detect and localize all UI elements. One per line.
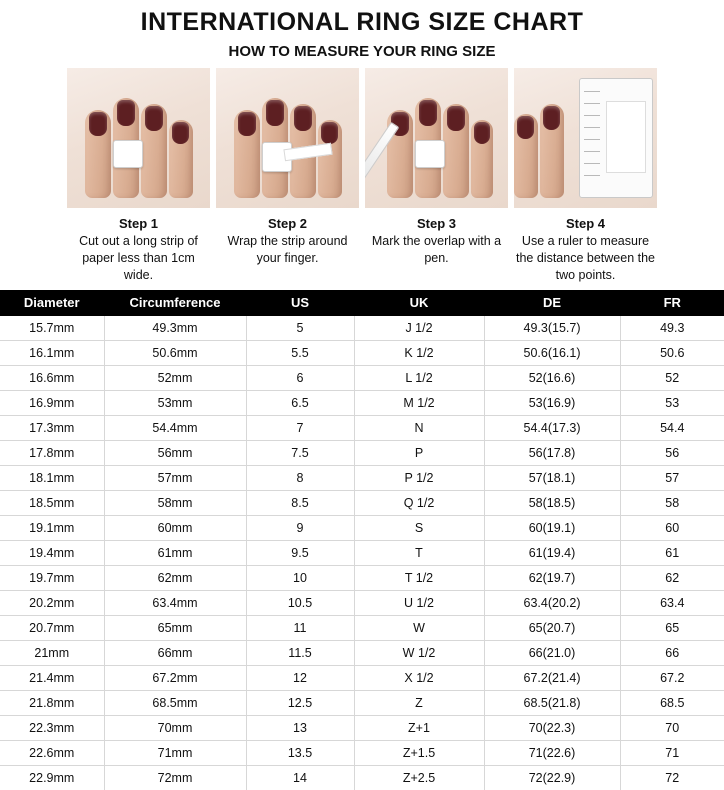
- cell-fr: 57: [620, 465, 724, 490]
- cell-fr: 67.2: [620, 665, 724, 690]
- step-label: Step 3: [416, 216, 456, 231]
- ruler-icon: [579, 78, 653, 198]
- cell-de: 65(20.7): [484, 615, 620, 640]
- cell-us: 9: [246, 515, 354, 540]
- cell-fr: 56: [620, 440, 724, 465]
- cell-circumference: 56mm: [104, 440, 246, 465]
- cell-uk: W: [354, 615, 484, 640]
- table-row: [0, 740, 724, 765]
- cell-us: 10.5: [246, 590, 354, 615]
- cell-circumference: 57mm: [104, 465, 246, 490]
- table-body: [0, 316, 724, 790]
- cell-us: 11.5: [246, 640, 354, 665]
- cell-diameter: 21.4mm: [0, 665, 104, 690]
- table-row: [0, 465, 724, 490]
- cell-de: 58(18.5): [484, 490, 620, 515]
- cell-diameter: 15.7mm: [0, 316, 104, 341]
- cell-circumference: 65mm: [104, 615, 246, 640]
- cell-de: 50.6(16.1): [484, 340, 620, 365]
- cell-uk: W 1/2: [354, 640, 484, 665]
- cell-us: 6: [246, 365, 354, 390]
- cell-diameter: 19.7mm: [0, 565, 104, 590]
- cell-uk: Z: [354, 690, 484, 715]
- step-item: [67, 68, 210, 284]
- cell-fr: 53: [620, 390, 724, 415]
- cell-uk: U 1/2: [354, 590, 484, 615]
- step-4-photo: [514, 68, 657, 208]
- cell-fr: 58: [620, 490, 724, 515]
- hand-illustration-icon: [514, 84, 584, 204]
- hand-illustration-icon: [224, 84, 352, 204]
- cell-diameter: 20.7mm: [0, 615, 104, 640]
- table-row: [0, 515, 724, 540]
- step-item: [514, 68, 657, 284]
- cell-circumference: 52mm: [104, 365, 246, 390]
- cell-fr: 62: [620, 565, 724, 590]
- cell-circumference: 54.4mm: [104, 415, 246, 440]
- column-header-diameter: Diameter: [0, 290, 104, 316]
- step-label: Step 2: [267, 216, 307, 231]
- cell-fr: 52: [620, 365, 724, 390]
- step-label: Step 1: [118, 216, 158, 231]
- cell-us: 6.5: [246, 390, 354, 415]
- cell-circumference: 67.2mm: [104, 665, 246, 690]
- column-header-de: DE: [484, 290, 620, 316]
- step-description: Mark the overlap with a pen.: [371, 234, 502, 265]
- cell-de: 71(22.6): [484, 740, 620, 765]
- cell-diameter: 19.4mm: [0, 540, 104, 565]
- table-row: [0, 316, 724, 341]
- table-row: [0, 665, 724, 690]
- cell-diameter: 16.9mm: [0, 390, 104, 415]
- table-row: [0, 340, 724, 365]
- cell-fr: 68.5: [620, 690, 724, 715]
- cell-us: 8: [246, 465, 354, 490]
- cell-de: 61(19.4): [484, 540, 620, 565]
- cell-fr: 63.4: [620, 590, 724, 615]
- step-description: Wrap the strip around your finger.: [227, 234, 348, 265]
- cell-uk: Z+1: [354, 715, 484, 740]
- step-description: Use a ruler to measure the distance between the two points.: [516, 234, 655, 282]
- cell-uk: X 1/2: [354, 665, 484, 690]
- table-row: [0, 715, 724, 740]
- cell-uk: N: [354, 415, 484, 440]
- steps-section: [0, 68, 724, 284]
- cell-uk: L 1/2: [354, 365, 484, 390]
- cell-uk: Z+2.5: [354, 765, 484, 790]
- cell-fr: 61: [620, 540, 724, 565]
- cell-us: 11: [246, 615, 354, 640]
- hand-illustration-icon: [373, 84, 501, 204]
- cell-fr: 54.4: [620, 415, 724, 440]
- table-row: [0, 640, 724, 665]
- cell-fr: 66: [620, 640, 724, 665]
- cell-circumference: 50.6mm: [104, 340, 246, 365]
- cell-de: 60(19.1): [484, 515, 620, 540]
- table-row: [0, 765, 724, 790]
- cell-de: 72(22.9): [484, 765, 620, 790]
- table-row: [0, 590, 724, 615]
- cell-fr: 72: [665, 770, 680, 785]
- cell-us: 10: [246, 565, 354, 590]
- column-header-us: US: [246, 290, 354, 316]
- cell-fr: 65: [620, 615, 724, 640]
- cell-us: 13.5: [246, 740, 354, 765]
- cell-uk: S: [354, 515, 484, 540]
- cell-uk: K 1/2: [354, 340, 484, 365]
- cell-us: 7.5: [246, 440, 354, 465]
- cell-uk: M 1/2: [354, 390, 484, 415]
- cell-de: 54.4(17.3): [484, 415, 620, 440]
- cell-circumference: 60mm: [104, 515, 246, 540]
- cell-diameter: 21.8mm: [0, 690, 104, 715]
- cell-de: 52(16.6): [484, 365, 620, 390]
- cell-circumference: 61mm: [104, 540, 246, 565]
- cell-circumference: 53mm: [104, 390, 246, 415]
- cell-uk: P 1/2: [354, 465, 484, 490]
- cell-uk: P: [354, 440, 484, 465]
- step-item: [365, 68, 508, 284]
- page-title: INTERNATIONAL RING SIZE CHART: [140, 8, 584, 36]
- paper-strip-icon: [606, 101, 646, 173]
- cell-de: 53(16.9): [484, 390, 620, 415]
- step-item: [216, 68, 359, 284]
- cell-fr: 49.3: [620, 316, 724, 341]
- cell-de: 57(18.1): [484, 465, 620, 490]
- cell-us: 13: [246, 715, 354, 740]
- cell-us: 14: [246, 765, 354, 790]
- page-subtitle: HOW TO MEASURE YOUR RING SIZE: [228, 43, 496, 60]
- cell-fr: 50.6: [620, 340, 724, 365]
- cell-us: 5.5: [246, 340, 354, 365]
- cell-de: 56(17.8): [484, 440, 620, 465]
- column-header-fr: FR: [620, 290, 724, 316]
- table-row: [0, 440, 724, 465]
- cell-diameter: 22.6mm: [0, 740, 104, 765]
- table-row: [0, 365, 724, 390]
- cell-diameter: 22.9mm: [0, 765, 104, 790]
- cell-uk: T 1/2: [354, 565, 484, 590]
- cell-de: 66(21.0): [484, 640, 620, 665]
- cell-diameter: 19.1mm: [0, 515, 104, 540]
- paper-ring-icon: [415, 140, 445, 168]
- table-header-row: [0, 290, 724, 316]
- step-2-photo: [216, 68, 359, 208]
- cell-circumference: 62mm: [104, 565, 246, 590]
- step-1-photo: [67, 68, 210, 208]
- cell-de: 70(22.3): [484, 715, 620, 740]
- table-row: [0, 690, 724, 715]
- cell-us: 5: [246, 316, 354, 341]
- column-header-uk: UK: [354, 290, 484, 316]
- cell-de: 49.3(15.7): [484, 316, 620, 341]
- cell-circumference: 71mm: [104, 740, 246, 765]
- table-row: [0, 490, 724, 515]
- cell-us: 12.5: [246, 690, 354, 715]
- paper-ring-icon: [113, 140, 143, 168]
- cell-circumference: 70mm: [104, 715, 246, 740]
- cell-uk: J 1/2: [354, 316, 484, 341]
- cell-us: 8.5: [246, 490, 354, 515]
- cell-diameter: 17.8mm: [0, 440, 104, 465]
- cell-us: 7: [246, 415, 354, 440]
- cell-us: 9.5: [246, 540, 354, 565]
- cell-diameter: 17.3mm: [0, 415, 104, 440]
- table-row: [0, 615, 724, 640]
- cell-diameter: 16.6mm: [0, 365, 104, 390]
- cell-circumference: 68.5mm: [104, 690, 246, 715]
- cell-diameter: 18.1mm: [0, 465, 104, 490]
- cell-circumference: 66mm: [104, 640, 246, 665]
- cell-uk: Z+1.5: [354, 740, 484, 765]
- cell-de: 68.5(21.8): [484, 690, 620, 715]
- cell-diameter: 18.5mm: [0, 490, 104, 515]
- cell-uk: T: [354, 540, 484, 565]
- cell-fr: 70: [620, 715, 724, 740]
- step-label: Step 4: [565, 216, 605, 231]
- step-description: Cut out a long strip of paper less than 1cm wide.: [79, 234, 198, 282]
- cell-us: 12: [246, 665, 354, 690]
- cell-circumference: 58mm: [104, 490, 246, 515]
- cell-diameter: 21mm: [0, 640, 104, 665]
- table-row: [0, 540, 724, 565]
- column-header-circumference: Circumference: [104, 290, 246, 316]
- cell-de: 63.4(20.2): [484, 590, 620, 615]
- cell-diameter: 16.1mm: [0, 340, 104, 365]
- table-row: [0, 415, 724, 440]
- cell-fr: 71: [620, 740, 724, 765]
- cell-circumference: 72mm: [104, 765, 246, 790]
- cell-circumference: 63.4mm: [104, 590, 246, 615]
- cell-circumference: 49.3mm: [104, 316, 246, 341]
- table-row: [0, 390, 724, 415]
- cell-diameter: 22.3mm: [0, 715, 104, 740]
- cell-de: 67.2(21.4): [484, 665, 620, 690]
- cell-uk: Q 1/2: [354, 490, 484, 515]
- ring-size-table: [0, 290, 724, 790]
- step-3-photo: [365, 68, 508, 208]
- cell-diameter: 20.2mm: [0, 590, 104, 615]
- cell-de: 62(19.7): [484, 565, 620, 590]
- hand-illustration-icon: [75, 84, 203, 204]
- cell-fr: 60: [620, 515, 724, 540]
- table-row: [0, 565, 724, 590]
